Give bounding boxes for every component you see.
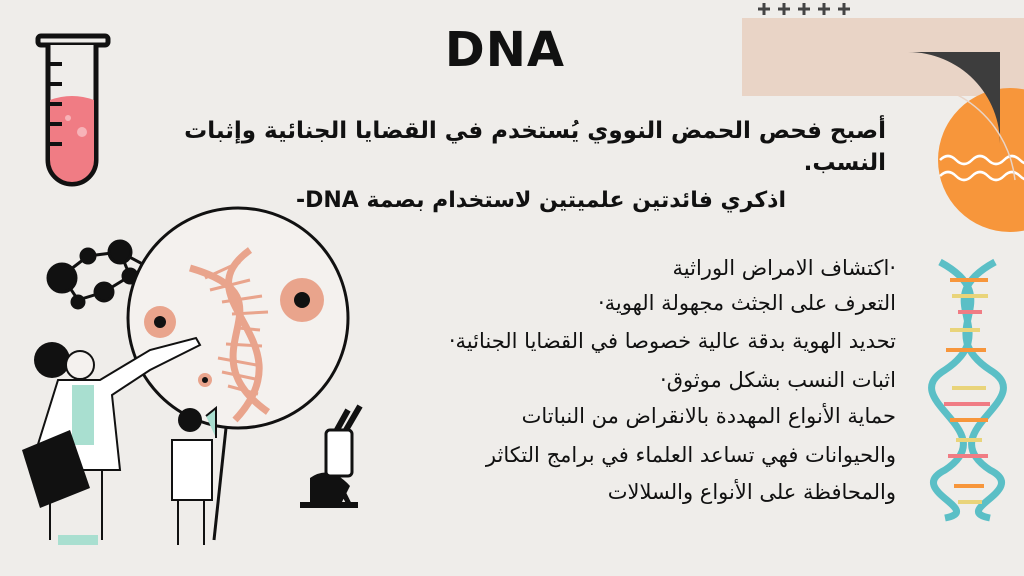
- list-item: والمحافظة على الأنواع والسلالات: [607, 480, 896, 504]
- list-item: اثبات النسب بشكل موثوق·: [660, 368, 896, 392]
- test-tube-icon: [38, 36, 108, 184]
- list-item: والحيوانات فهي تساعد العلماء في برامج التكاثر: [485, 443, 896, 467]
- list-item: ·اكتشاف الامراض الوراثية: [672, 256, 896, 280]
- list-item: حماية الأنواع المهددة بالانقراض من النباتات: [521, 404, 896, 428]
- intro-line-2: النسب.: [803, 150, 886, 176]
- question-text: اذكري فائدتين علميتين لاستخدام بصمة DNA-: [295, 188, 786, 213]
- dna-helix-icon: [932, 262, 1004, 518]
- list-item: التعرف على الجثث مجهولة الهوية·: [597, 291, 896, 315]
- slide-title: DNA: [444, 22, 566, 78]
- list-item: تحديد الهوية بدقة عالية خصوصا في القضايا الجنائية·: [448, 329, 896, 353]
- intro-line-1: أصبح فحص الحمض النووي يُستخدم في القضايا الجنائية وإثبات: [184, 118, 886, 144]
